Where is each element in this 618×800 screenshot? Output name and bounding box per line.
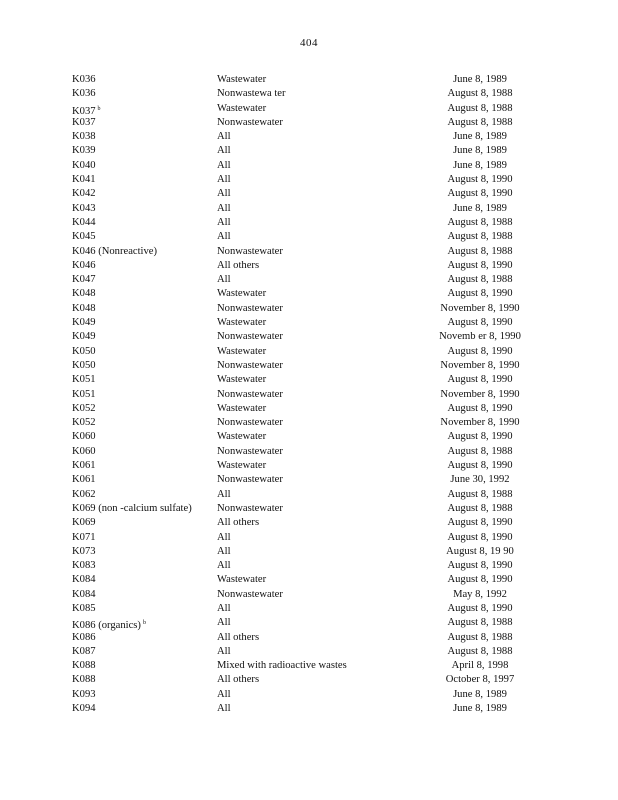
waste-code-text: K085 [72,602,96,614]
table-row [72,116,552,130]
effective-date: August 8, 1988 [447,216,513,228]
waste-code-text: K088 [72,674,96,686]
waste-code-text: K084 [72,588,96,600]
waste-code-text: K036 [72,74,96,85]
effective-date: November 8, 1990 [440,388,520,400]
waste-code [72,359,96,373]
effective-date: November 8, 1990 [440,417,520,429]
waste-code [72,259,96,273]
waste-code-text: K052 [72,417,96,429]
waste-code [72,130,96,144]
table-row [72,531,552,545]
treatment-subcategory: Nonwastewater [217,417,283,429]
treatment-subcategory: Wastewater [217,402,267,414]
waste-code [72,159,96,173]
waste-code-text: K093 [72,688,96,700]
waste-code-text: K060 [72,445,96,457]
waste-code [72,287,96,301]
waste-code [72,559,96,573]
treatment-subcategory: All [217,274,231,286]
waste-code [72,688,96,702]
waste-code-text: K094 [72,703,96,715]
waste-code-text: K073 [72,545,96,557]
table-row [72,702,552,716]
table-row [72,216,552,230]
table-row [72,631,552,645]
table-row [72,573,552,587]
treatment-subcategory: Wastewater [217,374,267,386]
effective-date: August 8, 1990 [447,374,513,386]
table-row [72,459,552,473]
effective-date: August 8, 1990 [447,188,513,200]
waste-code-text: K088 [72,660,96,672]
effective-date: August 8, 1990 [447,317,513,329]
table-row [72,516,552,530]
treatment-subcategory: All [217,602,231,614]
waste-code-text: K038 [72,131,96,143]
waste-code-text: K061 [72,460,96,472]
waste-code [72,430,96,444]
table-row [72,659,552,673]
treatment-subcategory: All [217,131,231,143]
treatment-subcategory: Nonwastewater [217,116,283,128]
table-row [72,245,552,259]
effective-date: August 8, 1988 [447,645,513,657]
effective-date: Novemb er 8, 1990 [439,331,521,343]
effective-date: August 8, 1990 [447,517,513,529]
waste-code [72,216,96,230]
treatment-subcategory: All others [217,259,260,271]
waste-code [72,645,96,659]
effective-date: August 8, 1988 [447,88,513,100]
waste-code [72,230,96,244]
waste-code [72,273,96,287]
table-row [72,488,552,502]
treatment-subcategory: All [217,231,231,243]
effective-date: November 8, 1990 [440,302,520,314]
waste-code [72,73,96,87]
waste-code-text: K046 (Nonreactive) [72,245,158,257]
treatment-subcategory: Wastewater [217,431,267,443]
waste-code [72,373,96,387]
effective-date: June 8, 1989 [453,703,507,715]
treatment-subcategory: All [217,545,231,557]
table-row [72,416,552,430]
treatment-subcategory: All [217,645,231,657]
waste-code-text: K037 [72,105,96,117]
waste-code [72,588,96,602]
effective-date: August 8, 1988 [447,445,513,457]
treatment-subcategory: All [217,703,231,715]
waste-code-text: K060 [72,431,96,443]
effective-date: August 8, 1990 [447,574,513,586]
page-number: 404 [300,37,318,49]
treatment-subcategory: All others [217,517,260,529]
table-row [72,73,552,87]
effective-date: August 8, 1990 [447,531,513,543]
waste-code [72,187,96,201]
treatment-subcategory: All [217,488,231,500]
treatment-subcategory: All [217,531,231,543]
treatment-subcategory: Mixed with radioactive wastes [217,660,347,672]
effective-date: August 8, 1990 [447,560,513,572]
treatment-subcategory: Nonwastewater [217,474,283,486]
table-row [72,287,552,301]
effective-date: August 8, 1988 [447,116,513,128]
waste-code-text: K043 [72,202,96,214]
table-row [72,388,552,402]
treatment-subcategory: Nonwastewater [217,302,283,314]
waste-code [72,545,96,559]
treatment-subcategory: All [217,688,231,700]
effective-date: June 8, 1989 [453,145,507,157]
table-row [72,373,552,387]
treatment-subcategory: Nonwastewater [217,588,283,600]
treatment-subcategory: Wastewater [217,317,267,329]
treatment-subcategory: Nonwastewa ter [217,88,286,100]
treatment-subcategory: All [217,145,231,157]
effective-date: October 8, 1997 [445,674,515,686]
effective-date: August 8, 1990 [447,259,513,271]
waste-code-text: K044 [72,216,96,228]
waste-code [72,144,96,158]
waste-code-text: K040 [72,159,96,171]
treatment-subcategory: Nonwastewater [217,245,283,257]
table-row [72,559,552,573]
waste-code-text: K042 [72,188,96,200]
treatment-subcategory: Nonwastewater [217,502,283,514]
treatment-subcategory: Wastewater [217,345,267,357]
waste-code [72,87,96,101]
footnote-marker: b [97,105,101,112]
waste-code-text: K049 [72,331,96,343]
waste-code [72,173,96,187]
table-row [72,302,552,316]
waste-code-text: K069 [72,517,96,529]
table-row [72,202,552,216]
table-row [72,173,552,187]
waste-code-text: K062 [72,488,96,500]
waste-code [72,116,96,130]
treatment-subcategory: Nonwastewater [217,331,283,343]
waste-code [72,602,96,616]
treatment-subcategory: All [217,216,231,228]
treatment-subcategory: Nonwastewater [217,445,283,457]
waste-code-text: K086 [72,631,96,643]
effective-date: August 8, 1990 [447,402,513,414]
treatment-subcategory: Nonwastewater [217,359,283,371]
waste-code-text: K087 [72,645,96,657]
effective-date: August 8, 1990 [447,174,513,186]
waste-code-text: K051 [72,374,96,386]
table-row [72,445,552,459]
table-row [72,345,552,359]
table-row [72,316,552,330]
table-row [72,273,552,287]
waste-code [72,445,96,459]
treatment-subcategory: Wastewater [217,102,267,114]
waste-code [72,473,96,487]
footnote-marker: b [142,620,146,627]
waste-code-text: K083 [72,560,96,572]
waste-code [72,402,96,416]
treatment-subcategory: Wastewater [217,288,267,300]
waste-code-text: K036 [72,88,96,100]
treatment-subcategory: All [217,159,231,171]
table-row [72,430,552,444]
effective-date: June 8, 1989 [453,688,507,700]
table-row [72,359,552,373]
table-row [72,588,552,602]
waste-code [72,459,96,473]
effective-date: August 8, 1988 [447,502,513,514]
waste-code-text: K041 [72,174,96,186]
effective-date: November 8, 1990 [440,359,520,371]
treatment-subcategory: Nonwastewater [217,388,283,400]
waste-code-text: K037 [72,116,96,128]
waste-code [72,330,96,344]
waste-code-text: K049 [72,317,96,329]
effective-date: August 8, 19 90 [446,545,514,557]
effective-date: April 8, 1998 [451,660,509,672]
waste-code-text: K039 [72,145,96,157]
waste-code [72,388,96,402]
effective-date: August 8, 1988 [447,231,513,243]
table-row [72,402,552,416]
waste-code [72,673,96,687]
table-row [72,602,552,616]
treatment-subcategory: Wastewater [217,74,267,85]
treatment-subcategory: All [217,202,231,214]
effective-date: May 8, 1992 [453,588,507,600]
waste-code [72,531,96,545]
table-row [72,130,552,144]
waste-code [72,516,96,530]
effective-date: August 8, 1988 [447,631,513,643]
waste-code [72,502,192,516]
effective-date: August 8, 1988 [447,245,513,257]
waste-code-text: K069 (non -calcium sulfate) [72,502,192,514]
waste-code-text: K061 [72,474,96,486]
treatment-subcategory: All [217,617,231,629]
waste-code-text: K050 [72,359,96,371]
waste-code [72,345,96,359]
waste-code [72,659,96,673]
effective-date: June 8, 1989 [453,131,507,143]
waste-code-text: K051 [72,388,96,400]
waste-code-text: K046 [72,259,96,271]
waste-code-text: K048 [72,288,96,300]
effective-date: August 8, 1990 [447,602,513,614]
waste-code [72,631,96,645]
effective-date: June 8, 1989 [453,74,507,85]
waste-code [72,702,96,716]
treatment-subcategory: Wastewater [217,460,267,472]
table-row [72,673,552,687]
treatment-subcategory: All [217,174,231,186]
waste-code-text: K071 [72,531,96,543]
treatment-subcategory: All [217,560,231,572]
effective-date: August 8, 1988 [447,617,513,629]
table-row [72,187,552,201]
waste-code-text: K052 [72,402,96,414]
waste-code [72,488,96,502]
waste-code-text: K045 [72,231,96,243]
waste-code [72,316,96,330]
table-row [72,502,552,516]
effective-date: August 8, 1988 [447,274,513,286]
effective-date: August 8, 1990 [447,460,513,472]
treatment-subcategory: All [217,188,231,200]
table-row [72,144,552,158]
table-row [72,159,552,173]
effective-date: June 8, 1989 [453,202,507,214]
table-row [72,330,552,344]
table-row [72,688,552,702]
waste-code-text: K047 [72,274,96,286]
waste-code-text: K084 [72,574,96,586]
waste-code-text: K050 [72,345,96,357]
table-row [72,645,552,659]
effective-date: August 8, 1988 [447,102,513,114]
effective-date: August 8, 1990 [447,288,513,300]
waste-code-table [72,73,552,716]
table-row [72,616,552,630]
table-row [72,87,552,101]
treatment-subcategory: All others [217,674,260,686]
table-row [72,230,552,244]
effective-date: August 8, 1990 [447,345,513,357]
effective-date: June 30, 1992 [450,474,510,486]
waste-code [72,573,96,587]
waste-code-text: K048 [72,302,96,314]
treatment-subcategory: Wastewater [217,574,267,586]
waste-code [72,302,96,316]
waste-code-text: K086 (organics) [72,620,141,632]
effective-date: June 8, 1989 [453,159,507,171]
table-row [72,102,552,116]
table-row [72,473,552,487]
table-row [72,259,552,273]
waste-code [72,245,157,259]
effective-date: August 8, 1988 [447,488,513,500]
treatment-subcategory: All others [217,631,260,643]
table-row [72,545,552,559]
effective-date: August 8, 1990 [447,431,513,443]
waste-code [72,416,96,430]
waste-code [72,202,96,216]
